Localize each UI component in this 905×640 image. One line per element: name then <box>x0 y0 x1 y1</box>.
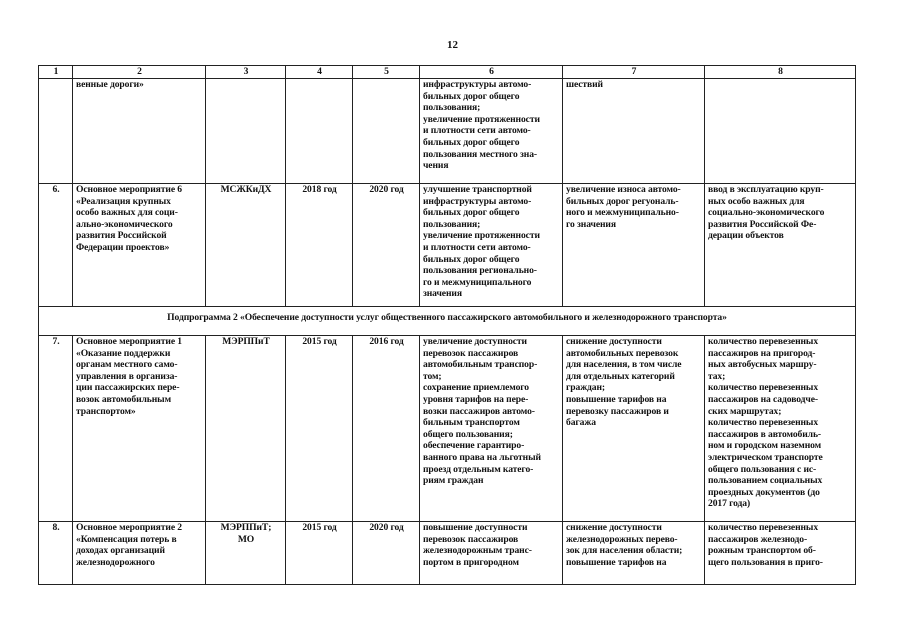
measures-table <box>38 65 856 585</box>
cell-text-line: пассажиров на садоводче- <box>708 393 818 405</box>
expected-result <box>420 336 563 522</box>
cell-text-line: повышение доступности <box>423 522 528 533</box>
cell-text-line: снижение доступности <box>566 522 662 533</box>
cell-text-line: ввод в эксплуатацию круп- <box>708 184 824 195</box>
cell-text-line: том; <box>423 370 442 382</box>
cell-text-line: значения <box>423 288 462 300</box>
cell-text-line: ции пассажирских пере- <box>76 382 180 394</box>
column-header: 5 <box>353 66 420 79</box>
cell-text-line: проездных документов (до <box>708 486 820 498</box>
cell-text-line: количество перевезенных <box>708 382 819 394</box>
cell-text-line: уровня тарифов на пере- <box>423 393 529 405</box>
cell-text-line: риям граждан <box>423 475 484 487</box>
non-implementation-consequences <box>563 184 705 307</box>
cell-text-line: и плотности сети автомо- <box>423 125 531 137</box>
cell-text-line: железнодорожных перево- <box>566 533 678 545</box>
cell-text-line: пассажиров железнодо- <box>708 533 808 545</box>
cell-text-line: ских маршрутах; <box>708 405 782 417</box>
cell-text-line: бильным транспортом <box>423 417 520 429</box>
cell-text-line: Основное мероприятие 2 <box>76 522 182 533</box>
cell-text-line: количество перевезенных <box>708 417 819 429</box>
cell-text-line: ванного права на льготный <box>423 451 541 463</box>
cell-text-line: перевозок пассажиров <box>423 533 519 545</box>
start-year: 2015 год <box>286 522 353 585</box>
cell-text-line: перевозку пассажиров и <box>566 405 669 417</box>
cell-text-line: железнодорожным транс- <box>423 545 532 557</box>
row-number: 7. <box>39 336 73 522</box>
cell-text-line: количество перевезенных <box>708 336 819 347</box>
table-row <box>39 522 856 585</box>
end-year: 2016 год <box>353 336 420 522</box>
table-row <box>39 184 856 307</box>
cell-text-line: пользованием социальных <box>708 475 823 487</box>
cell-text-line: бильных дорог общего <box>423 253 520 265</box>
cell-text-line: для отдельных категорий <box>566 370 675 382</box>
cell-text-line: инфраструктуры автомо- <box>423 79 532 90</box>
cell-text-line: органам местного само- <box>76 359 178 371</box>
cell-text-line: бильных дорог общего <box>423 90 520 102</box>
cell-text-line: пользования; <box>423 218 481 230</box>
cell-text-line: бильных дорог регуональ- <box>566 195 679 207</box>
row-number: 8. <box>39 522 73 585</box>
cell-text-line: автомобильных перевозок <box>566 347 679 359</box>
cell-text-line: пассажиров на пригород- <box>708 347 816 359</box>
expected-result <box>420 522 563 585</box>
cell-text-line: МСЖКиДХ <box>220 184 272 195</box>
subprogram-heading: Подпрограмма 2 «Обеспечение доступности услуг общественного пассажирского автомобильного и железнодорожного транспорта» <box>39 307 856 336</box>
cell-text-line: чения <box>423 160 449 172</box>
cell-text-line: «Реализация крупных <box>76 195 171 207</box>
cell-text-line: для населения, в том числе <box>566 359 682 371</box>
non-implementation-consequences <box>563 522 705 585</box>
end-year <box>353 79 420 184</box>
end-year: 2020 год <box>353 184 420 307</box>
row-number: 6. <box>39 184 73 307</box>
column-header: 3 <box>206 66 286 79</box>
column-header: 6 <box>420 66 563 79</box>
column-header: 8 <box>705 66 856 79</box>
column-header: 7 <box>563 66 705 79</box>
column-header: 2 <box>73 66 206 79</box>
cell-text-line: граждан; <box>566 382 606 394</box>
cell-text-line: развития Российской <box>76 230 167 242</box>
cell-text-line: доходах организаций <box>76 545 165 557</box>
cell-text-line: социально-экономического <box>708 207 825 219</box>
cell-text-line: управления в организа- <box>76 370 178 382</box>
cell-text-line: сохранение приемлемого <box>423 382 529 394</box>
end-year: 2020 год <box>353 522 420 585</box>
cell-text-line: железнодорожного <box>76 556 155 568</box>
indicator-link <box>705 336 856 522</box>
cell-text-line: портом в пригородном <box>423 556 519 568</box>
cell-text-line: пользования; <box>423 102 481 114</box>
indicator-link <box>705 79 856 184</box>
cell-text-line: количество перевезенных <box>708 522 819 533</box>
cell-text-line: рожным транспортом об- <box>708 545 816 557</box>
cell-text-line: ных автобусных маршру- <box>708 359 817 371</box>
measure-name <box>73 184 206 307</box>
cell-text-line: Федерации проектов» <box>76 241 170 253</box>
executor <box>206 184 286 307</box>
cell-text-line: автомобильным транспор- <box>423 359 538 371</box>
cell-text-line: Основное мероприятие 6 <box>76 184 182 195</box>
indicator-link <box>705 184 856 307</box>
cell-text-line: зок для населения области; <box>566 545 683 557</box>
cell-text-line: «Компенсация потерь в <box>76 533 177 545</box>
cell-text-line: МО <box>237 533 255 545</box>
cell-text-line: МЭРППиТ <box>222 336 270 347</box>
cell-text-line: «Оказание поддержки <box>76 347 171 359</box>
subprogram-row <box>39 307 856 336</box>
column-header: 1 <box>39 66 73 79</box>
cell-text-line: обеспечение гарантиро- <box>423 440 525 452</box>
cell-text-line: увеличение доступности <box>423 336 527 347</box>
cell-text-line: увеличение протяженности <box>423 113 540 125</box>
cell-text-line: улучшение транспортной <box>423 184 532 195</box>
column-header: 4 <box>286 66 353 79</box>
start-year: 2015 год <box>286 336 353 522</box>
measure-name <box>73 522 206 585</box>
cell-text-line: го значения <box>566 218 616 230</box>
cell-text-line: возок автомобильным <box>76 393 172 405</box>
cell-text-line: го и межмуниципального <box>423 276 532 288</box>
expected-result <box>420 79 563 184</box>
cell-text-line: тах; <box>708 370 726 382</box>
table-row <box>39 79 856 184</box>
executor <box>206 336 286 522</box>
page-number: 12 <box>447 39 458 51</box>
start-year <box>286 79 353 184</box>
cell-text-line: общего пользования с ис- <box>708 463 817 475</box>
cell-text-line: дерации объектов <box>708 230 784 242</box>
cell-text-line: электрическом транспорте <box>708 451 823 463</box>
cell-text-line: пользования регионально- <box>423 265 537 277</box>
cell-text-line: шествий <box>566 79 603 90</box>
cell-text-line: проезд отдельным катего- <box>423 463 534 475</box>
expected-result <box>420 184 563 307</box>
measure-name <box>73 79 206 184</box>
indicator-link <box>705 522 856 585</box>
cell-text-line: багажа <box>566 417 596 429</box>
executor <box>206 79 286 184</box>
cell-text-line: увеличение протяженности <box>423 230 540 242</box>
cell-text-line: и плотности сети автомо- <box>423 241 531 253</box>
cell-text-line: транспортом» <box>76 405 136 417</box>
cell-text-line: Основное мероприятие 1 <box>76 336 182 347</box>
cell-text-line: снижение доступности <box>566 336 662 347</box>
cell-text-line: бильных дорог общего <box>423 207 520 219</box>
cell-text-line: ном и городском наземном <box>708 440 822 452</box>
cell-text-line: повышение тарифов на <box>566 556 667 568</box>
cell-text-line: ных особо важных для <box>708 195 805 207</box>
non-implementation-consequences <box>563 336 705 522</box>
cell-text-line: бильных дорог общего <box>423 136 520 148</box>
cell-text-line: развития Российской Фе- <box>708 218 817 230</box>
non-implementation-consequences <box>563 79 705 184</box>
row-number <box>39 79 73 184</box>
cell-text-line: особо важных для соци- <box>76 207 178 219</box>
cell-text-line: пассажиров в автомобиль- <box>708 428 822 440</box>
cell-text-line: увеличение износа автомо- <box>566 184 681 195</box>
table-row <box>39 336 856 522</box>
column-number-row <box>39 66 856 79</box>
cell-text-line: инфраструктуры автомо- <box>423 195 532 207</box>
cell-text-line: ного и межмуниципально- <box>566 207 679 219</box>
measure-name <box>73 336 206 522</box>
cell-text-line: МЭРППиТ; <box>220 522 272 533</box>
cell-text-line: 2017 года) <box>708 498 751 510</box>
cell-text-line: возки пассажиров автомо- <box>423 405 535 417</box>
cell-text-line: щего пользования в приго- <box>708 556 823 568</box>
start-year: 2018 год <box>286 184 353 307</box>
cell-text-line: общего пользования; <box>423 428 513 440</box>
cell-text-line: перевозок пассажиров <box>423 347 519 359</box>
cell-text-line: венные дороги» <box>76 79 144 90</box>
cell-text-line: повышение тарифов на <box>566 393 667 405</box>
executor <box>206 522 286 585</box>
cell-text-line: пользования местного зна- <box>423 148 538 160</box>
cell-text-line: ально-экономического <box>76 218 173 230</box>
